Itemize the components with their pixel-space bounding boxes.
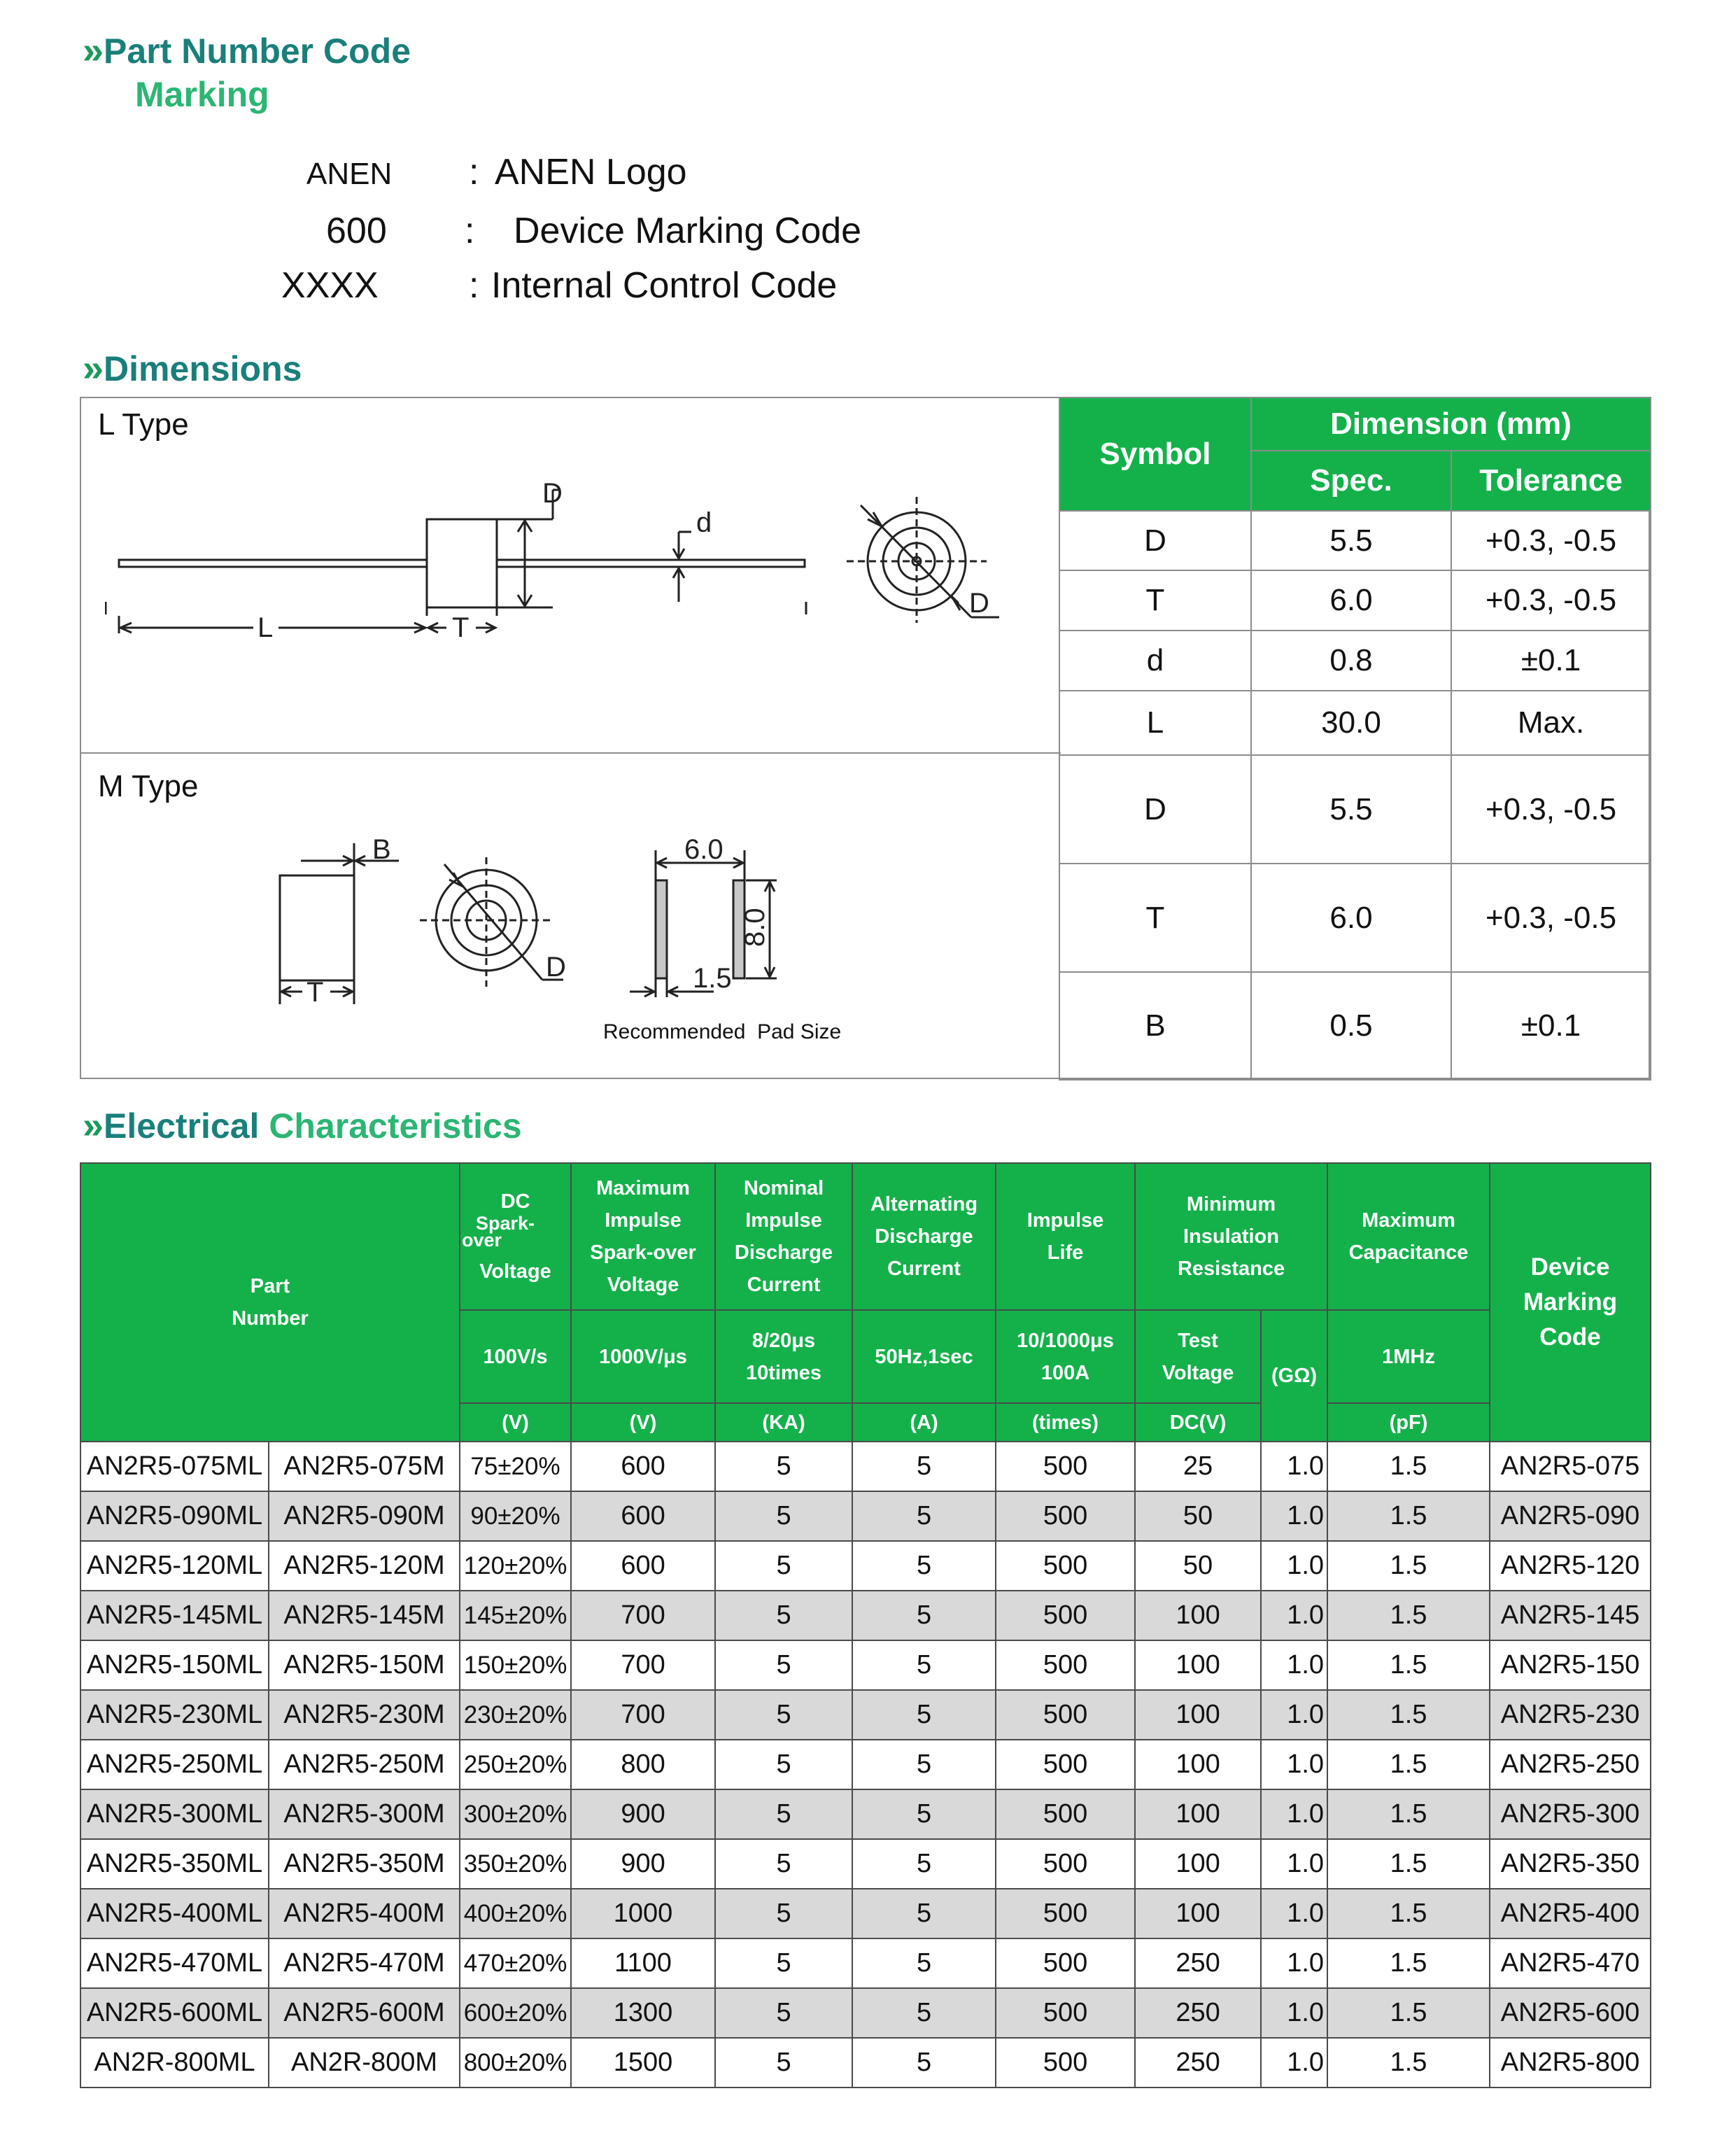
cond-dc: 100V/s (460, 1310, 571, 1403)
l-type-label: L Type (98, 407, 189, 442)
dc-voltage: 470±20% (460, 1938, 571, 1988)
table-row (80, 1789, 1651, 1839)
table-row (1059, 755, 1651, 864)
header-line: 10/1000μs (1017, 1329, 1114, 1352)
header-line: Life (1047, 1241, 1084, 1264)
table-row (1059, 631, 1651, 691)
part-ml: AN2R5-075ML (80, 1442, 269, 1491)
part-ml: AN2R5-400ML (80, 1889, 269, 1938)
part-ml: AN2R5-145ML (80, 1591, 269, 1640)
test-voltage: 250 (1135, 1938, 1261, 1988)
unit-test-voltage: DC(V) (1135, 1403, 1261, 1442)
part-ml: AN2R5-230ML (80, 1690, 269, 1740)
electrical-title-part2: Characteristics (269, 1106, 522, 1146)
header-line: Nominal (743, 1177, 824, 1199)
insulation: 1.0 (1261, 1690, 1327, 1740)
cell: 5.5 (1251, 511, 1451, 570)
insulation: 1.0 (1261, 1541, 1327, 1591)
impulse-voltage: 700 (571, 1690, 715, 1740)
part-number-title-text: Part Number Code (104, 31, 411, 71)
test-voltage: 100 (1135, 1839, 1261, 1889)
marking-code: AN2R5-145 (1490, 1591, 1651, 1640)
dimension-table (1059, 397, 1651, 1080)
part-m: AN2R5-300M (269, 1789, 460, 1839)
table-row (80, 1938, 1651, 1988)
alt-current: 5 (852, 1442, 996, 1491)
test-voltage: 100 (1135, 1640, 1261, 1690)
test-voltage: 100 (1135, 1690, 1261, 1740)
marking-code: AN2R5-470 (1490, 1938, 1651, 1988)
spec-header: Spec. (1251, 451, 1451, 511)
marking-code: AN2R5-075 (1490, 1442, 1651, 1491)
part-m: AN2R5-075M (269, 1442, 460, 1491)
marking-key: XXXX (281, 265, 379, 306)
part-m: AN2R5-400M (269, 1889, 460, 1938)
header-line: Code (1539, 1323, 1601, 1351)
dc-voltage: 230±20% (460, 1690, 571, 1740)
header-line: Voltage (479, 1260, 551, 1283)
test-voltage: 100 (1135, 1789, 1261, 1839)
impulse-life: 500 (996, 1889, 1135, 1938)
impulse-voltage: 900 (571, 1789, 715, 1839)
capacitance: 1.5 (1327, 1591, 1490, 1640)
dim-label-T: T (452, 612, 470, 643)
table-row (80, 1442, 1651, 1491)
marking-code: AN2R5-230 (1490, 1690, 1651, 1740)
header-line: Impulse (605, 1209, 682, 1232)
cond-max-impulse: 1000V/μs (571, 1310, 715, 1403)
alt-current: 5 (852, 1591, 996, 1640)
unit-max-impulse: (V) (571, 1403, 715, 1442)
part-ml: AN2R5-300ML (80, 1789, 269, 1839)
header-line: Resistance (1177, 1258, 1285, 1280)
nominal-current: 5 (715, 1740, 852, 1789)
impulse-voltage: 1000 (571, 1889, 715, 1938)
impulse-voltage: 700 (571, 1591, 715, 1640)
cell: T (1059, 570, 1251, 631)
marking-code: AN2R5-250 (1490, 1740, 1651, 1789)
alt-current: 5 (852, 1491, 996, 1541)
table-row (80, 1591, 1651, 1640)
nominal-current: 5 (715, 1789, 852, 1839)
alt-current: 5 (852, 2038, 996, 2088)
cell: +0.3, -0.5 (1451, 864, 1651, 972)
marking-desc: Device Marking Code (514, 211, 862, 251)
capacitance: 1.5 (1327, 2038, 1490, 2088)
marking-code: AN2R5-600 (1490, 1988, 1651, 2038)
nominal-current: 5 (715, 2038, 852, 2088)
table-row (80, 2038, 1651, 2088)
header-line: Device (1530, 1253, 1610, 1281)
dc-voltage: 600±20% (460, 1988, 571, 2038)
impulse-voltage: 1100 (571, 1938, 715, 1988)
part-m: AN2R5-150M (269, 1640, 460, 1690)
dim-label-D: D (546, 952, 566, 983)
alt-current: 5 (852, 1938, 996, 1988)
test-voltage: 50 (1135, 1491, 1261, 1541)
cond-gohm: (GΩ) (1261, 1310, 1327, 1442)
test-voltage: 100 (1135, 1889, 1261, 1938)
insulation: 1.0 (1261, 1988, 1327, 2038)
marking-code: AN2R5-120 (1490, 1541, 1651, 1591)
max-capacitance-header (1327, 1163, 1490, 1310)
alt-current: 5 (852, 1889, 996, 1938)
header-line: Impulse (745, 1209, 822, 1232)
cond-cap: 1MHz (1327, 1310, 1490, 1403)
marking-key: 600 (326, 211, 387, 251)
cell: 5.5 (1251, 755, 1451, 864)
cell: 6.0 (1251, 570, 1451, 631)
header-line: 100A (1040, 1361, 1090, 1384)
cell: Max. (1451, 691, 1651, 755)
capacitance: 1.5 (1327, 1442, 1490, 1491)
unit-life: (times) (996, 1403, 1135, 1442)
dim-label-B: B (372, 834, 391, 865)
cell: D (1059, 511, 1251, 570)
header-line: 10times (746, 1361, 822, 1384)
dc-voltage: 120±20% (460, 1541, 571, 1591)
capacitance: 1.5 (1327, 1839, 1490, 1889)
nominal-current: 5 (715, 1839, 852, 1889)
cell: D (1059, 755, 1251, 864)
dc-voltage: 350±20% (460, 1839, 571, 1889)
part-ml: AN2R5-090ML (80, 1491, 269, 1541)
nominal-current: 5 (715, 1889, 852, 1938)
capacitance: 1.5 (1327, 1640, 1490, 1690)
m-type-drawing (266, 829, 896, 1053)
header-line: Insulation (1183, 1225, 1279, 1248)
impulse-voltage: 800 (571, 1740, 715, 1789)
alt-current: 5 (852, 1839, 996, 1889)
nominal-current: 5 (715, 1938, 852, 1988)
test-voltage: 50 (1135, 1541, 1261, 1591)
alt-current: 5 (852, 1789, 996, 1839)
header-line: Maximum (596, 1177, 690, 1199)
part-m: AN2R5-230M (269, 1690, 460, 1740)
capacitance: 1.5 (1327, 1938, 1490, 1988)
header-line: Voltage (607, 1274, 679, 1296)
insulation: 1.0 (1261, 1740, 1327, 1789)
header-line: Current (747, 1274, 821, 1296)
insulation: 1.0 (1261, 1491, 1327, 1541)
alt-current: 5 (852, 1640, 996, 1690)
marking-code: AN2R5-800 (1490, 2038, 1651, 2088)
dim-label-T: T (306, 977, 324, 1008)
pad-height-label: 8.0 (740, 908, 770, 947)
capacitance: 1.5 (1327, 1491, 1490, 1541)
capacitance: 1.5 (1327, 1988, 1490, 2038)
table-row (1059, 570, 1651, 631)
part-m: AN2R5-350M (269, 1839, 460, 1889)
table-row (80, 1690, 1651, 1740)
marking-sep: : (469, 265, 479, 306)
cond-alt: 50Hz,1sec (852, 1310, 996, 1403)
dim-label-D: D (969, 588, 989, 619)
chevron-icon: » (83, 1104, 104, 1146)
dc-voltage: 90±20% (460, 1491, 571, 1541)
cell: d (1059, 631, 1251, 691)
table-row (1059, 972, 1651, 1080)
nominal-impulse-header (715, 1163, 852, 1310)
capacitance: 1.5 (1327, 1541, 1490, 1591)
nominal-current: 5 (715, 1690, 852, 1740)
part-m: AN2R5-090M (269, 1491, 460, 1541)
impulse-voltage: 900 (571, 1839, 715, 1889)
cell: L (1059, 691, 1251, 755)
dim-label-d: d (696, 507, 712, 538)
marking-code: AN2R5-150 (1490, 1640, 1651, 1690)
alternating-header (852, 1163, 996, 1310)
header-line: Capacitance (1348, 1241, 1469, 1264)
cond-test-voltage (1135, 1310, 1261, 1403)
cell: +0.3, -0.5 (1451, 511, 1651, 570)
unit-cap: (pF) (1327, 1403, 1490, 1442)
part-m: AN2R5-145M (269, 1591, 460, 1640)
impulse-voltage: 1500 (571, 2038, 715, 2088)
header-line: Spark- (476, 1213, 535, 1234)
test-voltage: 100 (1135, 1591, 1261, 1640)
part-m: AN2R5-120M (269, 1541, 460, 1591)
capacitance: 1.5 (1327, 1740, 1490, 1789)
alt-current: 5 (852, 1740, 996, 1789)
impulse-life: 500 (996, 1442, 1135, 1491)
impulse-life: 500 (996, 2038, 1135, 2088)
header-line: over (462, 1230, 502, 1251)
impulse-life: 500 (996, 1640, 1135, 1690)
part-ml: AN2R5-250ML (80, 1740, 269, 1789)
electrical-title-part1: Electrical (104, 1106, 260, 1146)
m-type-label: M Type (98, 769, 199, 803)
max-impulse-header (571, 1163, 715, 1310)
cond-nominal (715, 1310, 852, 1403)
cell: 30.0 (1251, 691, 1451, 755)
impulse-life: 500 (996, 1740, 1135, 1789)
cell: ±0.1 (1451, 631, 1651, 691)
part-m: AN2R5-600M (269, 1988, 460, 2038)
dc-voltage: 150±20% (460, 1640, 571, 1690)
header-line: Maximum (1362, 1209, 1455, 1232)
marking-code: AN2R5-300 (1490, 1789, 1651, 1839)
marking-sep: : (465, 211, 475, 251)
dc-voltage: 300±20% (460, 1789, 571, 1839)
marking-code: AN2R5-400 (1490, 1889, 1651, 1938)
header-line: Alternating (870, 1193, 978, 1216)
insulation: 1.0 (1261, 1442, 1327, 1491)
impulse-life-header (996, 1163, 1135, 1310)
header-line: Discharge (875, 1225, 973, 1248)
unit-alt: (A) (852, 1403, 996, 1442)
header-line: Discharge (734, 1241, 833, 1264)
chevron-icon: » (83, 29, 104, 71)
impulse-life: 500 (996, 1789, 1135, 1839)
table-row (1059, 511, 1651, 570)
device-marking-header (1490, 1163, 1651, 1442)
dc-voltage: 250±20% (460, 1740, 571, 1789)
header-line: Marking (1523, 1288, 1618, 1316)
table-row (1059, 864, 1651, 972)
table-row (80, 1740, 1651, 1789)
dim-label-D: D (542, 478, 563, 509)
electrical-table (80, 1162, 1651, 2088)
dim-label-L: L (257, 612, 274, 643)
impulse-life: 500 (996, 1491, 1135, 1541)
tolerance-header: Tolerance (1451, 451, 1651, 511)
dc-voltage: 400±20% (460, 1889, 571, 1938)
part-ml: AN2R5-350ML (80, 1839, 269, 1889)
alt-current: 5 (852, 1541, 996, 1591)
marking-sep: : (469, 152, 479, 192)
cell: 0.5 (1251, 972, 1451, 1080)
cell: +0.3, -0.5 (1451, 570, 1651, 631)
marking-key: ANEN (306, 157, 393, 191)
table-row (80, 1988, 1651, 2038)
unit-dc: (V) (460, 1403, 571, 1442)
test-voltage: 100 (1135, 1740, 1261, 1789)
unit-nominal: (KA) (715, 1403, 852, 1442)
cell: 6.0 (1251, 864, 1451, 972)
impulse-voltage: 1300 (571, 1988, 715, 2038)
alt-current: 5 (852, 1690, 996, 1740)
impulse-life: 500 (996, 1839, 1135, 1889)
capacitance: 1.5 (1327, 1889, 1490, 1938)
header-line: DC (500, 1190, 530, 1213)
nominal-current: 5 (715, 1591, 852, 1640)
impulse-voltage: 700 (571, 1640, 715, 1690)
nominal-current: 5 (715, 1640, 852, 1690)
test-voltage: 250 (1135, 1988, 1261, 2038)
impulse-voltage: 600 (571, 1442, 715, 1491)
insulation: 1.0 (1261, 1789, 1327, 1839)
insulation: 1.0 (1261, 1938, 1327, 1988)
part-ml: AN2R5-600ML (80, 1988, 269, 2038)
test-voltage: 25 (1135, 1442, 1261, 1491)
marking-row-logo (306, 151, 392, 195)
dimensions-title-text: Dimensions (104, 349, 302, 388)
impulse-life: 500 (996, 1541, 1135, 1591)
part-m: AN2R5-250M (269, 1740, 460, 1789)
alt-current: 5 (852, 1988, 996, 2038)
insulation: 1.0 (1261, 1640, 1327, 1690)
electrical-rows (80, 1442, 1651, 2088)
pad-gap-label: 1.5 (693, 963, 732, 994)
dimension-header: Dimension (mm) (1251, 397, 1651, 451)
pad-width-label: 6.0 (684, 834, 724, 865)
l-type-drawing (105, 462, 1029, 658)
table-row (1059, 691, 1651, 755)
part-ml: AN2R-800ML (80, 2038, 269, 2088)
nominal-current: 5 (715, 1491, 852, 1541)
part-m: AN2R5-470M (269, 1938, 460, 1988)
electrical-title (83, 1104, 522, 1147)
capacitance: 1.5 (1327, 1789, 1490, 1839)
cell: 0.8 (1251, 631, 1451, 691)
min-insulation-header (1135, 1163, 1327, 1310)
impulse-voltage: 600 (571, 1491, 715, 1541)
part-ml: AN2R5-150ML (80, 1640, 269, 1690)
header-line: Current (887, 1258, 961, 1280)
dc-sparkover-header (460, 1163, 571, 1310)
nominal-current: 5 (715, 1442, 852, 1491)
marking-code: AN2R5-350 (1490, 1839, 1651, 1889)
marking-title: Marking (135, 75, 269, 114)
part-m: AN2R-800M (269, 2038, 460, 2088)
cond-life (996, 1310, 1135, 1403)
impulse-life: 500 (996, 1690, 1135, 1740)
header-line: Voltage (1162, 1361, 1234, 1384)
part-number-title (83, 29, 411, 72)
cell: +0.3, -0.5 (1451, 755, 1651, 864)
header-line: Minimum (1186, 1193, 1276, 1216)
dc-voltage: 75±20% (460, 1442, 571, 1491)
insulation: 1.0 (1261, 1889, 1327, 1938)
impulse-life: 500 (996, 1938, 1135, 1988)
table-row (80, 1839, 1651, 1889)
part-ml: AN2R5-120ML (80, 1541, 269, 1591)
header-line: Spark-over (590, 1241, 696, 1264)
marking-desc: ANEN Logo (495, 152, 687, 192)
header-line: Number (232, 1307, 309, 1330)
part-number-header (80, 1163, 460, 1442)
chevron-icon: » (83, 347, 104, 389)
pad-caption: Recommended Pad Size (603, 1020, 842, 1043)
insulation: 1.0 (1261, 1839, 1327, 1889)
table-row (80, 1541, 1651, 1591)
dc-voltage: 145±20% (460, 1591, 571, 1640)
header-line: 8/20μs (751, 1329, 816, 1352)
capacitance: 1.5 (1327, 1690, 1490, 1740)
header-line: Impulse (1026, 1209, 1104, 1232)
marking-code: AN2R5-090 (1490, 1491, 1651, 1541)
impulse-voltage: 600 (571, 1541, 715, 1591)
test-voltage: 250 (1135, 2038, 1261, 2088)
part-ml: AN2R5-470ML (80, 1938, 269, 1988)
impulse-life: 500 (996, 1591, 1135, 1640)
header-line: Part (250, 1275, 290, 1297)
nominal-current: 5 (715, 1988, 852, 2038)
divider (81, 752, 1061, 754)
nominal-current: 5 (715, 1541, 852, 1591)
dc-voltage: 800±20% (460, 2038, 571, 2088)
impulse-life: 500 (996, 1988, 1135, 2038)
insulation: 1.0 (1261, 2038, 1327, 2088)
cell: B (1059, 972, 1251, 1080)
symbol-header: Symbol (1059, 397, 1251, 511)
insulation: 1.0 (1261, 1591, 1327, 1640)
table-row (80, 1889, 1651, 1938)
header-line: Test (1178, 1329, 1218, 1352)
marking-desc: Internal Control Code (491, 265, 838, 306)
table-row (80, 1491, 1651, 1541)
dimensions-title (83, 347, 302, 390)
table-row (80, 1640, 1651, 1690)
cell: T (1059, 864, 1251, 972)
cell: ±0.1 (1451, 972, 1651, 1080)
